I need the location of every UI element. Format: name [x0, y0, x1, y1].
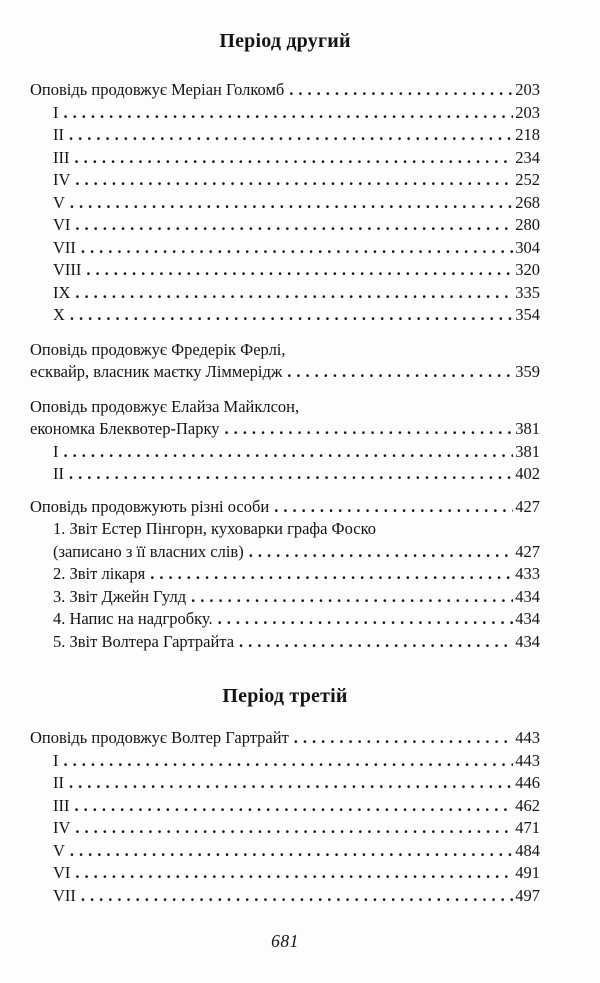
toc-entry-label: V [53, 840, 65, 860]
toc-row [30, 840, 540, 863]
dot-leader [75, 282, 513, 305]
toc-entry-page: 335 [515, 282, 540, 302]
toc-row [30, 727, 540, 750]
toc-entry-label: Оповідь продовжує Елайза Майклсон, [30, 396, 300, 416]
toc-row [30, 102, 540, 125]
toc-row [30, 79, 540, 102]
toc-entry-label: (записано з її власних слів) [53, 541, 244, 561]
dot-leader [218, 608, 514, 631]
toc-entry-page: 446 [515, 773, 540, 792]
toc-entry-page: 434 [515, 586, 540, 606]
toc-row [30, 750, 540, 773]
dot-leader [64, 441, 514, 464]
toc-entry-label: IX [53, 282, 71, 302]
toc-row [30, 608, 540, 631]
toc-entry-label: есквайр, власник маєтку Ліммерідж [30, 362, 283, 381]
toc-section-period-3 [30, 683, 540, 907]
dot-leader [70, 840, 513, 863]
toc-row [30, 282, 540, 305]
toc-section-period-2 [30, 28, 540, 653]
toc-row [30, 418, 540, 441]
toc-entry-label: V [53, 192, 65, 212]
toc-entry-page: 443 [515, 750, 540, 770]
toc-entry-label: VI [53, 215, 71, 234]
toc-row [30, 192, 540, 215]
toc-entry-label: II [53, 464, 64, 483]
toc-row [30, 463, 540, 486]
toc-row [30, 862, 540, 885]
toc-entry-label: VI [53, 863, 71, 882]
toc-entry-label: II [53, 773, 64, 792]
toc-entry-page: 203 [515, 80, 540, 99]
toc-row [30, 885, 540, 908]
toc-row [30, 586, 540, 609]
toc-entry-label: IV [53, 818, 71, 837]
toc-entry-label: IV [53, 170, 71, 189]
toc-entry-label: 3. Звіт Джейн Гулд [53, 586, 187, 606]
toc-entry-label: III [53, 147, 70, 167]
toc-entry-label: Оповідь продовжує Фредерік Ферлі, [30, 339, 286, 359]
toc-row [30, 124, 540, 147]
toc-entry-label: III [53, 795, 70, 815]
toc-entry-page: 497 [515, 885, 540, 905]
toc-row [30, 795, 540, 818]
toc-row [30, 817, 540, 840]
toc-row [30, 563, 540, 586]
toc-entry-page: 402 [515, 464, 540, 483]
dot-leader [69, 124, 513, 147]
toc-row [30, 147, 540, 170]
dot-leader [64, 750, 514, 773]
toc-row [30, 214, 540, 237]
toc-entry-label: 2. Звіт лікаря [53, 564, 146, 583]
toc-entry-page: 268 [515, 192, 540, 212]
toc-row [30, 304, 540, 327]
toc-row [30, 541, 540, 564]
toc-entry-page: 234 [515, 147, 540, 167]
toc-row [30, 361, 540, 384]
toc-entry-label: VII [53, 885, 76, 905]
toc-entry-label: Оповідь продовжує Меріан Голкомб [30, 80, 285, 99]
page-number-folio: 681 [271, 931, 299, 951]
toc-entry-label: Оповідь продовжує Волтер Гартрайт [30, 728, 289, 747]
dot-leader [289, 79, 513, 102]
toc-row [30, 772, 540, 795]
toc-entry-page: 252 [515, 170, 540, 189]
toc-entry-page: 491 [515, 863, 540, 882]
dot-leader [86, 259, 513, 282]
toc-row [30, 339, 540, 362]
toc-entry-label: I [53, 441, 59, 461]
dot-leader [239, 631, 513, 654]
dot-leader [249, 541, 514, 564]
toc-entry-page: 443 [515, 728, 540, 747]
dot-leader [274, 496, 513, 519]
toc-entry-label: Оповідь продовжують різні особи [30, 496, 270, 516]
toc-entry-page: 203 [515, 102, 540, 122]
toc-entry-page: 427 [515, 541, 540, 561]
toc-row [30, 631, 540, 654]
toc-row [30, 496, 540, 519]
toc-entry-page: 434 [515, 631, 540, 651]
toc-entry-label: 5. Звіт Волтера Гартрайта [53, 631, 235, 651]
dot-leader [81, 885, 513, 908]
toc-entry-page: 427 [515, 496, 540, 516]
toc-entry-page: 320 [515, 260, 540, 279]
dot-leader [150, 563, 513, 586]
toc-entry-page: 471 [515, 818, 540, 837]
toc-entry-page: 359 [515, 362, 540, 381]
toc-entry-label: 4. Напис на надгробку. [53, 609, 213, 628]
toc-entry-label: I [53, 102, 59, 122]
toc-entry-label: II [53, 125, 64, 144]
dot-leader [225, 418, 514, 441]
section-heading: Період другий [219, 30, 351, 52]
toc-entry-page: 462 [515, 795, 540, 815]
dot-leader [75, 214, 513, 237]
toc-entry-page: 484 [515, 840, 540, 860]
dot-leader [69, 463, 513, 486]
dot-leader [64, 102, 514, 125]
dot-leader [191, 586, 513, 609]
dot-leader [75, 817, 513, 840]
dot-leader [75, 169, 513, 192]
toc-entry-label: економка Блеквотер-Парку [30, 419, 220, 438]
toc-entry-page: 433 [515, 564, 540, 583]
dot-leader [74, 147, 513, 170]
dot-leader [75, 862, 513, 885]
toc-entry-page: 218 [515, 125, 540, 144]
toc-entry-label: VIII [53, 260, 82, 279]
toc-entry-label: X [53, 305, 65, 324]
dot-leader [69, 772, 513, 795]
dot-leader [70, 304, 513, 327]
toc-row [30, 259, 540, 282]
section-heading: Період третій [222, 685, 348, 707]
toc-entry-page: 381 [515, 419, 540, 438]
dot-leader [287, 361, 513, 384]
toc-entry-label: 1. Звіт Естер Пінгорн, куховарки графа Фоско [53, 519, 377, 538]
toc-row [30, 237, 540, 260]
dot-leader [70, 192, 513, 215]
toc-entry-page: 381 [515, 441, 540, 461]
toc-entry-page: 280 [515, 215, 540, 234]
toc-row [30, 169, 540, 192]
dot-leader [294, 727, 513, 750]
toc-entry-label: VII [53, 237, 76, 257]
toc-row [30, 396, 540, 419]
toc-entry-page: 434 [515, 609, 540, 628]
toc-row [30, 518, 540, 541]
toc-row [30, 441, 540, 464]
dot-leader [74, 795, 513, 818]
dot-leader [81, 237, 513, 260]
toc-entry-page: 304 [515, 237, 540, 257]
toc-entry-page: 354 [515, 305, 540, 324]
toc-entry-label: I [53, 750, 59, 770]
